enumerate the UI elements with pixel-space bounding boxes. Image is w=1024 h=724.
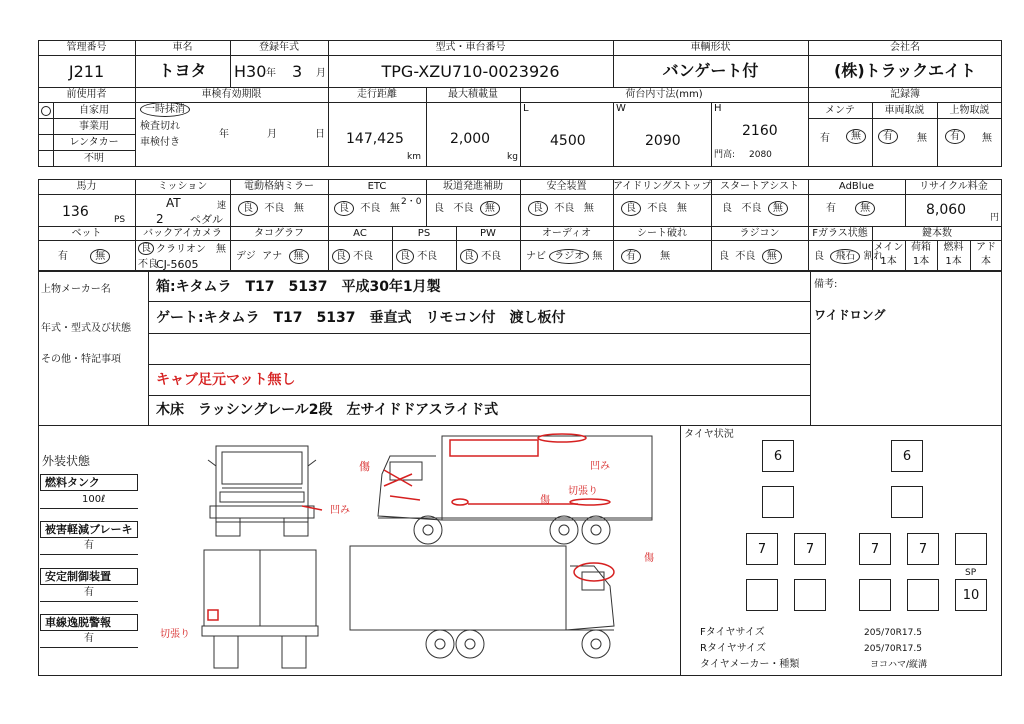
yoto-rental: レンタカー: [69, 137, 119, 148]
bed-status: 有 無: [58, 252, 110, 262]
tire-rear-left-inner: 7: [794, 533, 826, 565]
key-fuel: 燃料: [943, 242, 964, 253]
tire-spare: 10: [955, 579, 987, 611]
tacho-status: デジ アナ 無: [236, 252, 309, 262]
pw-status: 良 不良: [460, 252, 501, 262]
back-mu: 無: [216, 244, 226, 255]
truck-rear-view: [202, 550, 318, 668]
saka-status: 良 不良 無: [434, 204, 500, 214]
label-maker: 上物メーカー名: [41, 284, 111, 295]
tire-extra-1: [955, 533, 987, 565]
dim-h-label: H: [714, 103, 722, 114]
key-nidai-count: 1本: [912, 256, 930, 267]
audio-status: ナビ ラジオ 無: [526, 251, 603, 262]
brake-value: 有: [84, 540, 94, 551]
h-ps: PS: [417, 228, 431, 239]
jouso-ari: 有: [945, 132, 965, 142]
tire-front-right: 6: [891, 440, 923, 472]
tire-mid-left: [762, 486, 794, 518]
sharyo-ari: 有: [878, 132, 898, 142]
kaisha-value: (株)トラックエイト: [834, 61, 976, 80]
h-fglass: Fガラス状態: [812, 228, 868, 239]
h-keijou: 車輌形状: [690, 42, 731, 53]
r-size-label: Rタイヤサイズ: [700, 643, 766, 654]
truck-front-view: [208, 446, 316, 536]
tire-maker-value: ヨコハマ/縦溝: [870, 660, 928, 670]
bariki-value: 136: [62, 204, 89, 220]
kiroku-jouso: 上物取説: [949, 105, 990, 116]
adblue-status: 有 無: [826, 204, 875, 214]
sekisai-value: 2,000: [450, 131, 491, 147]
key-fuel-count: 1本: [945, 256, 962, 267]
mission-soku: 速: [217, 201, 227, 211]
biko-label: 備考:: [814, 279, 838, 290]
shaken-kirete: 検査切れ: [140, 121, 180, 132]
dmg-kizu-1: 傷: [359, 460, 370, 473]
h-kanri: 管理番号: [66, 42, 107, 53]
h-ac: AC: [353, 228, 367, 239]
f-size-label: Fタイヤサイズ: [700, 627, 765, 638]
h-back: バックアイカメラ: [143, 228, 222, 239]
seigyo-value: 有: [84, 587, 94, 598]
dim-w-value: 2090: [645, 133, 681, 149]
shaken-nen: 年: [219, 129, 229, 140]
dmg-kiri-2: 切張り: [160, 629, 190, 640]
spec-gate-line: ゲート:キタムラ T17 5137 垂直式 リモコン付 渡し板付: [156, 310, 566, 326]
anzen-status: 良 不良 無: [528, 204, 594, 214]
tire-front-left: 6: [762, 440, 794, 472]
h-nenshiki: 登録年式: [259, 42, 299, 53]
h-idling: アイドリングストップ: [613, 181, 712, 192]
h-seat: シート破れ: [637, 228, 687, 239]
yoto-jigyou: 事業用: [79, 121, 109, 132]
start-status: 良 不良 無: [722, 204, 788, 214]
kiroku-mente: メンテ: [825, 105, 855, 116]
biko-value: ワイドロング: [814, 308, 886, 322]
kiroku-sharyo: 車両取説: [884, 105, 925, 116]
mondaka-value: 2080: [749, 150, 772, 160]
h-naisun: 荷台内寸法(mm): [625, 89, 703, 100]
mente-ari: 有: [820, 133, 830, 144]
etc-20: 2・0: [401, 197, 422, 207]
dim-w-label: W: [616, 103, 626, 114]
km-unit: km: [407, 152, 421, 162]
lane-label: 車線逸脱警報: [40, 614, 138, 631]
r-size-value: 205/70R17.5: [864, 644, 922, 654]
truck-side-view-bottom: [350, 546, 614, 658]
yen-unit: 円: [990, 213, 1000, 223]
h-katashiki: 型式・車台番号: [435, 42, 506, 53]
h-sekisai: 最大積載量: [448, 89, 498, 100]
back-fu: 不良: [138, 259, 158, 270]
gaiso-title: 外装状態: [42, 454, 91, 468]
label-sonota: その他・特記事項: [41, 354, 121, 365]
back-model: CJ-5605: [156, 258, 199, 271]
seat-status: 有 無: [621, 252, 670, 262]
dmg-hekomi-2: 凹み: [330, 505, 350, 516]
label-nenshiki: 年式・型式及び状態: [41, 323, 131, 334]
h-kyori: 走行距離: [357, 89, 397, 100]
yoto-selected-mark: [41, 106, 51, 116]
key-main: メイン: [873, 242, 904, 253]
h-tacho: タコグラフ: [254, 228, 304, 239]
car-name: トヨタ: [158, 61, 207, 80]
tire-maker-label: タイヤメーカー・種類: [700, 659, 800, 670]
nen-unit: 年: [266, 68, 276, 79]
key-ad-count: 本: [981, 256, 991, 267]
keijou-value: バンゲート付: [662, 61, 759, 80]
h-bed: ベット: [71, 228, 102, 239]
h-adblue: AdBlue: [838, 181, 875, 192]
tire-rear-right-outer: 7: [907, 533, 939, 565]
lane-value: 有: [84, 633, 94, 644]
tank-label: 燃料タンク: [40, 474, 138, 491]
tire-sp-label: SP: [965, 568, 977, 578]
shaken-tsuki: 車検付き: [140, 137, 180, 148]
shaken-tsuki-unit: 月: [267, 129, 277, 140]
dmg-kiri-1: 切張り: [568, 486, 598, 497]
key-nidai: 荷箱: [911, 242, 931, 253]
tire-extra-4: [859, 579, 891, 611]
spec-floor-line: 木床 ラッシングレール2段 左サイドドアスライド式: [156, 402, 499, 418]
kyori-value: 147,425: [346, 131, 404, 147]
tire-extra-2: [746, 579, 778, 611]
mission-type: AT: [166, 196, 181, 210]
katashiki-value: TPG-XZU710-0023926: [381, 62, 560, 81]
h-etc: ETC: [367, 181, 387, 192]
sharyo-nashi: 無: [917, 133, 927, 144]
dmg-kizu-2: 傷: [540, 495, 550, 506]
shaken-hi: 日: [315, 129, 325, 140]
h-yoto: 前使用者: [66, 89, 107, 100]
ps-status: 良 不良: [396, 252, 437, 262]
etc-status: 良 不良 無: [334, 204, 400, 214]
tire-rear-left-outer: 7: [746, 533, 778, 565]
fglass-status: 良 飛石 割れ: [814, 251, 884, 262]
brake-label: 被害軽減ブレーキ: [40, 521, 138, 538]
mirror-status: 良 不良 無: [238, 204, 304, 214]
h-recycle: リサイクル料金: [919, 181, 988, 192]
yoto-jikayou: 自家用: [79, 105, 109, 116]
mission-pedal: ペダル: [190, 213, 223, 226]
yoto-fumei: 不明: [84, 153, 104, 164]
jouso-nashi: 無: [982, 133, 992, 144]
ac-status: 良 不良: [332, 252, 373, 262]
dim-l-value: 4500: [550, 133, 586, 149]
tank-value: 100ℓ: [82, 494, 106, 505]
mondaka-label: 門高:: [714, 150, 736, 160]
tire-extra-5: [907, 579, 939, 611]
kg-unit: kg: [507, 152, 518, 162]
h-anzen: 安全装置: [546, 181, 587, 192]
seigyo-label: 安定制御装置: [40, 568, 138, 585]
nen-era: H30: [234, 62, 267, 81]
ps-unit: PS: [114, 215, 126, 225]
key-ad: アド: [976, 242, 996, 253]
spec-box-line: 箱:キタムラ T17 5137 平成30年1月製: [156, 279, 441, 295]
h-start: スタートアシスト: [720, 181, 799, 192]
h-shamei: 車名: [172, 42, 193, 53]
rajikon-status: 良 不良 無: [719, 252, 782, 262]
h-kaisha: 会社名: [890, 42, 920, 53]
mission-num: 2: [156, 212, 164, 226]
h-saka: 坂道発進補助: [443, 181, 503, 192]
h-key: 鍵本数: [922, 228, 952, 239]
kanri-number: J211: [68, 62, 105, 81]
dim-h-value: 2160: [742, 123, 778, 139]
h-shaken: 車検有効期限: [201, 89, 262, 100]
truck-side-view-top: [378, 436, 652, 544]
h-bariki: 馬力: [76, 181, 97, 192]
h-mirror: 電動格納ミラー: [244, 181, 314, 192]
shaken-ichiji: 一時抹消: [140, 105, 190, 115]
tire-rear-right-inner: 7: [859, 533, 891, 565]
back-maker: クラリオン: [156, 244, 206, 255]
h-rajikon: ラジコン: [739, 228, 780, 239]
back-ryo: 良: [138, 244, 154, 254]
mente-nashi: 無: [846, 132, 866, 142]
recycle-value: 8,060: [926, 202, 967, 218]
tire-extra-3: [794, 579, 826, 611]
month-unit: 月: [316, 68, 326, 79]
h-audio: オーディオ: [541, 228, 592, 239]
tire-mid-right: [891, 486, 923, 518]
key-main-count: 1本: [880, 256, 897, 267]
reg-month: 3: [292, 62, 303, 81]
dmg-kizu-3: 傷: [644, 553, 654, 564]
h-kiroku: 記録簿: [890, 89, 920, 100]
idling-status: 良 不良 無: [621, 204, 687, 214]
tire-title: タイヤ状況: [684, 429, 734, 440]
dmg-hekomi-1: 凹み: [590, 461, 610, 472]
h-mission: ミッション: [157, 181, 208, 192]
dim-l-label: L: [523, 103, 529, 114]
spec-mat-line: キャブ足元マット無し: [156, 372, 296, 388]
h-pw: PW: [480, 228, 496, 239]
f-size-value: 205/70R17.5: [864, 628, 922, 638]
